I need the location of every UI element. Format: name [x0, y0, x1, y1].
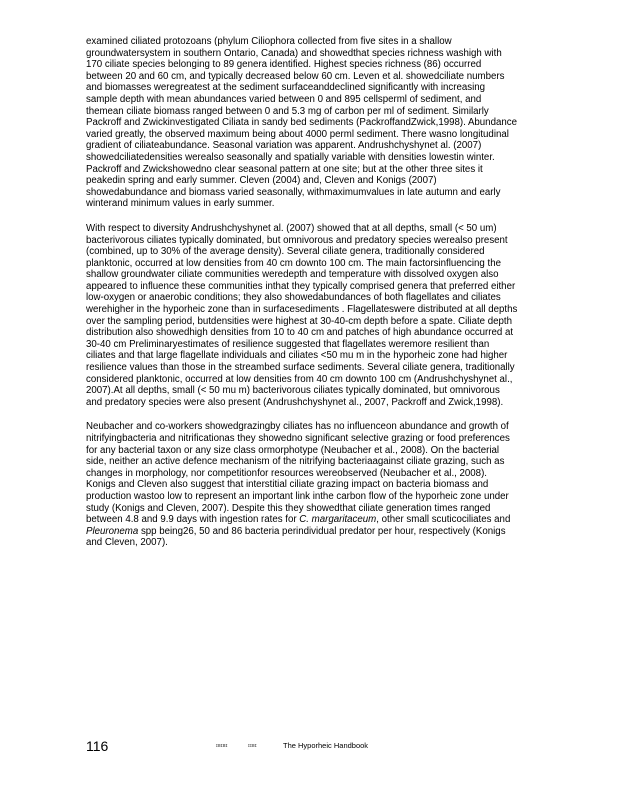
paragraph-ciliate-grazing — [86, 421, 518, 549]
footer-mark-left: ɪʙɪʙɪ — [216, 743, 228, 749]
footer-mark-right: ɪɪʙɪ — [248, 743, 257, 749]
genus-name-italic: Pleuronema — [86, 525, 139, 537]
paragraph-text-segment: Neubacher and co-workers showedgrazingby ciliates has no influenceon abundance and growth of nitrifyingbacteria and nitrificationas they showedno significant selective grazing or food preferences for any bacterial taxon or any size class ormorphotype (Neubacher et al., 2008). On the bacterial side, neither an active defence mechanism of the nitrifying bacteriaagainst ciliate grazing, such as changes in morphology, nor competitionfor resources wereobserved (Neubacher et al., 2008). Konigs and Cleven also suggest that interstitial ciliate grazing impact on bacteria biomass and production wastoo low to represent an important link inthe carbon flow of the hyporheic zone under study (Konigs and Cleven, 2007). Despite this they showedthat ciliate generation times ranged between 4.8 and 9.9 days with ingestion rates for — [86, 421, 510, 526]
paragraph-text-segment: , other small scuticociliates and — [376, 514, 511, 526]
page-footer — [86, 738, 526, 758]
species-name-italic: C. margaritaceum — [299, 514, 377, 526]
paragraph-ciliate-richness: examined ciliated protozoans (phylum Ciliophora collected from five sites in a shallow groundwatersystem in southern Ontario, Canada) and showedthat species richness washigh with 170 ciliate species belonging to 89 genera identified. Highest species richness (86) occurred between 20 and 60 cm, and typically decreased below 60 cm. Leven et al. showedciliate numbers and biomasses weregreatest at the sediment surfaceanddeclined significantly with increasing sample depth with mean abundances varied between 0 and 895 cellsperml of sediment, and themean ciliate biomass ranged between 0 and 5.3 mg of carbon per ml of sediment. Similarly Packroff and Zwickinvestigated Ciliata in sandy bed sediments (PackroffandZwick,1998). Abundance varied greatly, the observed maximum being about 4000 perml sediment. There wasno longitudinal gradient of ciliateabundance. Seasonal variation was apparent. Andrushchyshynet al. (2007) showedciliatedensities werealso seasonally and spatially variable with densities lowestin winter. Packroff and Zwickshowedno clear seasonal pattern at one site; but at the other three sites it peakedin spring and early summer. Cleven (2004) and, Cleven and Konigs (2007) showedabundance and biomass varied seasonally, withmaximumvalues in late autumn and early winterand minimum values in early summer. — [86, 36, 517, 210]
book-title: The Hyporheic Handbook — [283, 741, 369, 750]
page-number: 116 — [86, 738, 109, 754]
body-text — [86, 36, 518, 562]
paragraph-ciliate-diversity: With respect to diversity Andrushchyshynet al. (2007) showed that at all depths, small (< 50 um) bacterivorous ciliates typically dominated, but omnivorous and predatory species werealso present (combined, up to 30% of the average density). Several ciliate genera, traditionally considered planktonic, occurred at low densities from 40 cm downto 100 cm. The main factorsinfluencing the shallow groundwater ciliate communities weredepth and temperature with dissolved oxygen also appeared to influence these communities inthat they typically comprised genera that preferred either low-oxygen or anaerobic conditions; they also showedabundances of both flagellates and ciliates werehigher in the hyporheic zone than in surfacesediments . Flagellateswere distributed at all depths over the sampling period, butdensities were highest at 30-40-cm depth before a spate. Ciliate depth distribution also showedhigh densities from 10 to 40 cm and patches of high abundance occurred at 30-40 cm Preliminaryestimates of resilience suggested that flagellates weremore resilient than ciliates and that large flagellate individuals and ciliates <50 mu m in the hyporheic zone had higher resilience values than those in the streambed surface sediments. Several ciliate genera, traditionally considered planktonic, occurred at low densities from 40 cm downto 100 cm (Andrushchyshynet al., 2007).At all depths, small (< 50 mu m) bacterivorous ciliates typically dominated, but omnivorous and predatory species were also present (Andrushchyshynet al., 2007, Packroff and Zwick,1998). — [86, 222, 518, 408]
paragraph-text-segment: spp being26, 50 and 86 bacteria perindividual predator per hour, respectively (Konigs and Cleven, 2007). — [86, 525, 506, 549]
